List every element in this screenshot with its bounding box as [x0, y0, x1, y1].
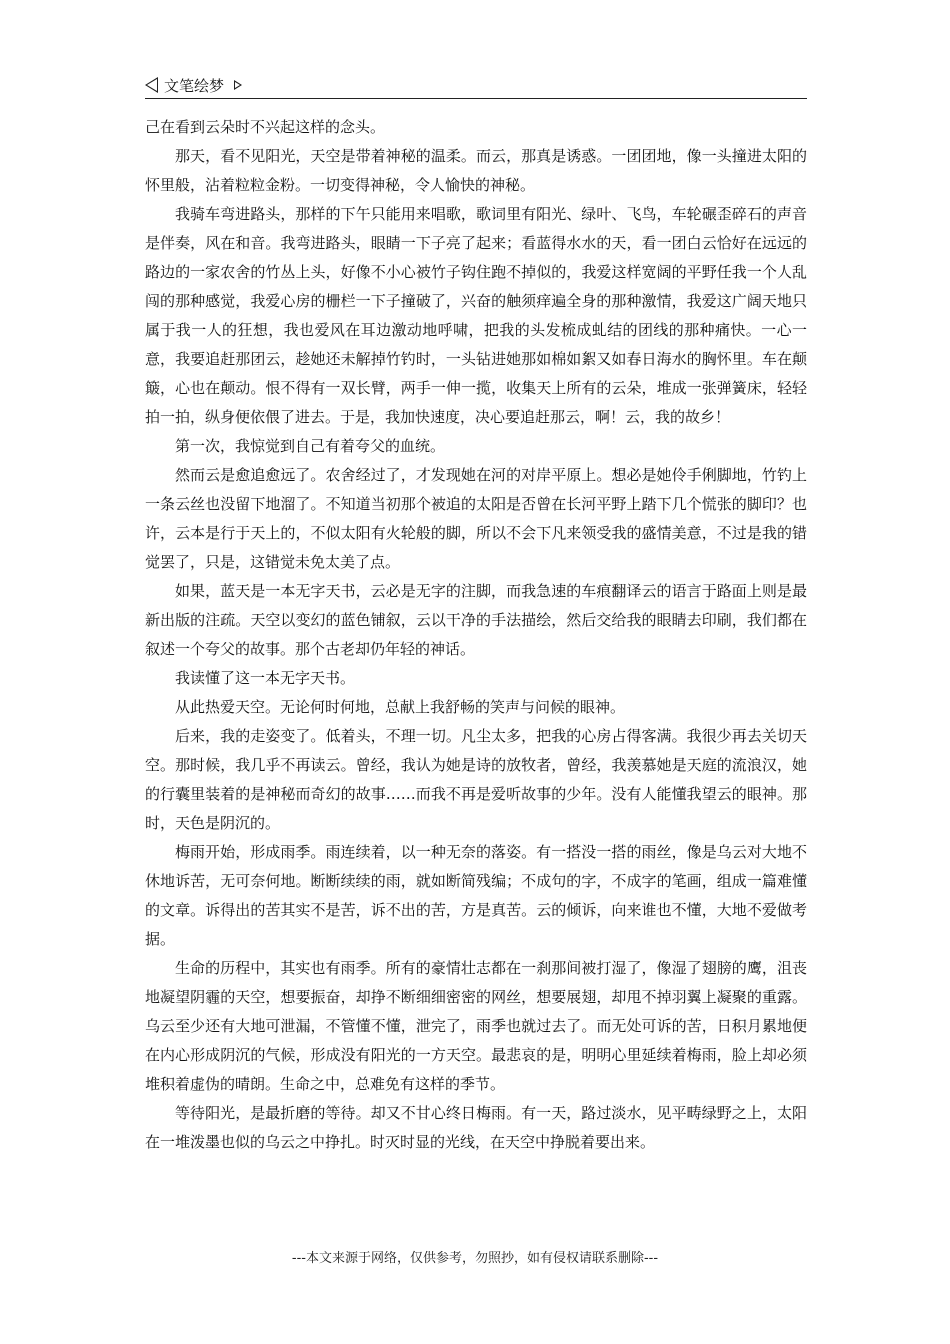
paragraph: 第一次，我惊觉到自己有着夸父的血统。 [175, 437, 446, 455]
paragraph: 等待阳光，是最折磨的等待。却又不甘心终日梅雨。有一天，路过淡水，见平畴绿野之上，太阳在一堆泼墨也似的乌云之中挣扎。时灭时显的光线，在天空中挣脱着要出来。 [145, 1104, 807, 1151]
paragraph: 我读懂了这一本无字天书。 [175, 669, 356, 687]
paragraph: 生命的历程中，其实也有雨季。所有的豪情壮志都在一刹那间被打湿了，像湿了翅膀的鹰，沮丧地凝望阴霾的天空，想要振奋，却挣不断细细密密的网丝，想要展翅，却甩不掉羽翼上凝聚的重露。乌云至少还有大地可泄漏，不管懂不懂，泄完了，雨季也就过去了。而无处可诉的苦，日积月累地便在内心形成阴沉的气候，形成没有阳光的一方天空。最悲哀的是，明明心里延续着梅雨，脸上却必须堆积着虚伪的晴朗。生命之中，总难免有这样的季节。 [145, 959, 807, 1093]
paragraph: 从此热爱天空。无论何时何地，总献上我舒畅的笑声与问候的眼神。 [175, 698, 626, 716]
paragraph: 我骑车弯进路头，那样的下午只能用来唱歌，歌词里有阳光、绿叶、飞鸟，车轮碾歪碎石的声音是伴奏，风在和音。我弯进路头，眼睛一下子亮了起来；看蓝得水水的天，看一团白云恰好在远远的路边的一家农舍的竹丛上头，好像不小心被竹子钩住跑不掉似的，我爱这样宽阔的平野任我一个人乱闯的那种感觉，我爱心房的栅栏一下子撞破了，兴奋的触须痒遍全身的那种激情，我爱这广阔天地只属于我一人的狂想，我也爱风在耳边激动地呼啸，把我的头发梳成虬结的团线的那种痛快。一心一意，我要追赶那团云，趁她还未解掉竹钓时，一头钻进她那如棉如絮又如春日海水的胸怀里。车在颠簸，心也在颠动。恨不得有一双长臂，两手一伸一揽，收集天上所有的云朵，堆成一张弹簧床，轻轻拍一拍，纵身便依偎了进去。于是，我加快速度，决心要追赶那云，啊！云，我的故乡！ [145, 205, 807, 426]
footer-disclaimer: ---本文来源于网络，仅供参考，勿照抄，如有侵权请联系删除--- [291, 1251, 659, 1266]
paragraph: 然而云是愈追愈远了。农舍经过了，才发现她在河的对岸平原上。想必是她伶手俐脚地，竹钓上一条云丝也没留下地溜了。不知道当初那个被追的太阳是否曾在长河平野上踏下几个慌张的脚印？也许，云本是行于天上的，不似太阳有火轮般的脚，所以不会下凡来领受我的盛情美意，不过是我的错觉罢了，只是，这错觉未免太美了点。 [145, 466, 807, 571]
paragraph: 如果，蓝天是一本无字天书，云必是无字的注脚，而我急速的车痕翻译云的语言于路面上则是最新出版的注疏。天空以变幻的蓝色铺叙，云以干净的手法描绘，然后交给我的眼睛去印刷，我们都在叙述一个夸父的故事。那个古老却仍年轻的神话。 [145, 582, 807, 658]
page-header [145, 72, 807, 99]
paragraph: 梅雨开始，形成雨季。雨连续着，以一种无奈的落姿。有一搭没一搭的雨丝，像是乌云对大地不休地诉苦，无可奈何地。断断续续的雨，就如断简残编；不成句的字，不成字的笔画，组成一篇难懂的文章。诉得出的苦其实不是苦，诉不出的苦，方是真苦。云的倾诉，向来谁也不懂，大地不爱做考据。 [145, 843, 807, 948]
triangle-left-icon [145, 77, 158, 93]
header-title: 文笔绘梦 [164, 76, 225, 95]
paragraph: 那天，看不见阳光，天空是带着神秘的温柔。而云，那真是诱惑。一团团地，像一头撞进太阳的怀里般，沾着粒粒金粉。一切变得神秘，令人愉快的神秘。 [145, 147, 807, 194]
paragraph-continuation: 己在看到云朵时不兴起这样的念头。 [145, 118, 386, 136]
article-body [145, 113, 807, 1157]
paragraph: 后来，我的走姿变了。低着头，不理一切。凡尘太多，把我的心房占得客满。我很少再去关切天空。那时候，我几乎不再读云。曾经，我认为她是诗的放牧者，曾经，我羡慕她是天庭的流浪汉，她的行囊里装着的是神秘而奇幻的故事……而我不再是爱听故事的少年。没有人能懂我望云的眼神。那时，天色是阴沉的。 [145, 727, 807, 832]
triangle-right-icon [234, 80, 242, 90]
